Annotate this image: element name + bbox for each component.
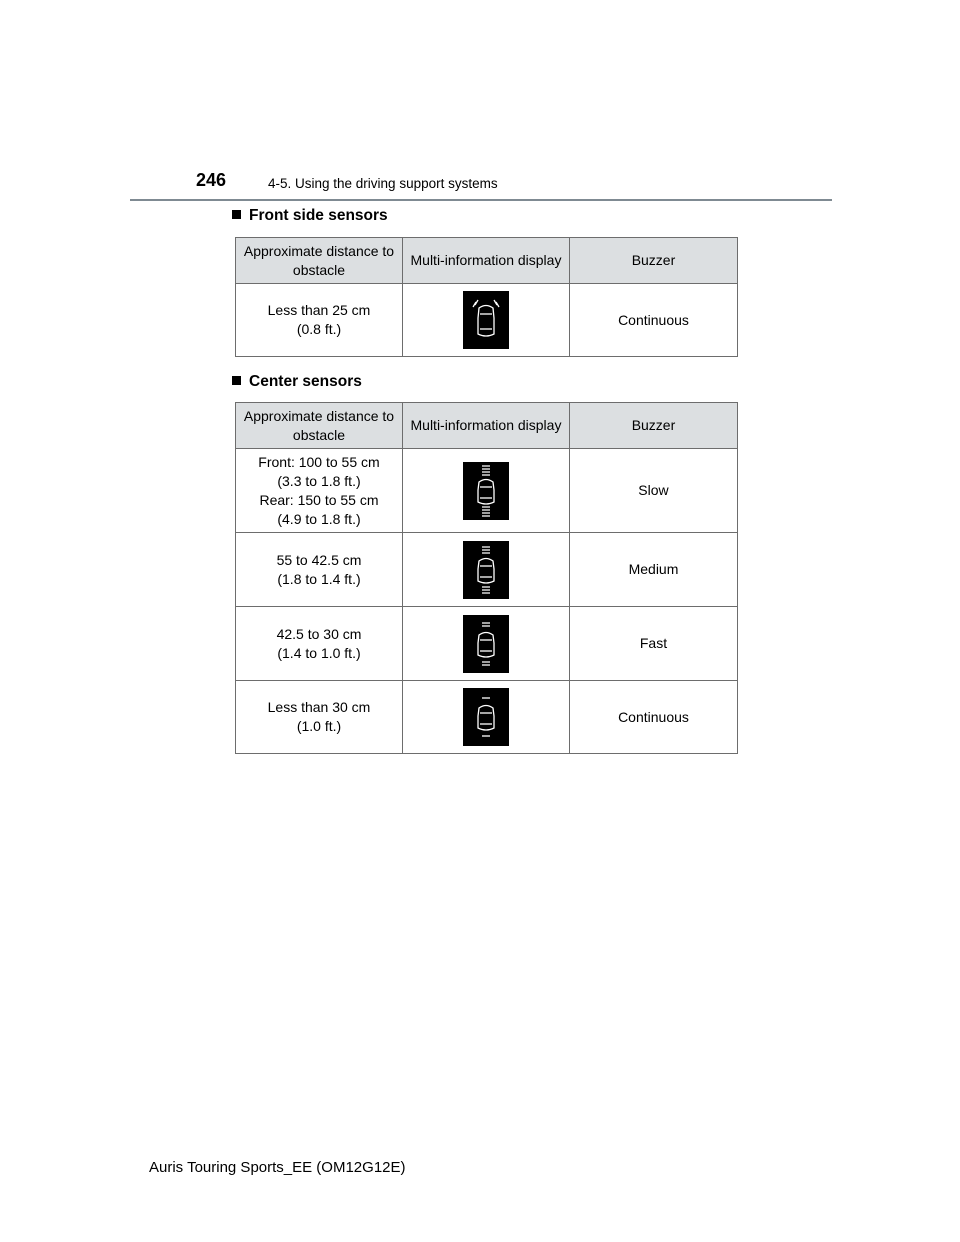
header-distance: Approximate distance to obstacle <box>236 238 403 284</box>
front-corner-sensor-icon <box>463 291 509 349</box>
display-cell <box>402 533 569 607</box>
distance-line: (1.0 ft.) <box>296 718 342 734</box>
header-display: Multi-information display <box>402 403 569 449</box>
buzzer-cell: Continuous <box>569 284 737 357</box>
distance-line: 42.5 to 30 cm <box>276 625 362 642</box>
distance-line: 55 to 42.5 cm <box>276 551 362 568</box>
center-sensor-table <box>235 402 738 754</box>
table-header-row <box>236 403 738 449</box>
table-row <box>236 533 738 607</box>
display-cell <box>402 449 569 533</box>
distance-cell <box>236 607 403 681</box>
header-buzzer: Buzzer <box>569 403 737 449</box>
page-number: 246 <box>196 170 227 190</box>
display-cell <box>402 681 569 754</box>
square-bullet-icon <box>232 376 241 385</box>
distance-cell <box>236 533 403 607</box>
header-distance: Approximate distance to obstacle <box>236 403 403 449</box>
page-header <box>130 168 832 202</box>
table-row <box>236 449 738 533</box>
center-sensor-3-bars-icon <box>463 541 509 599</box>
buzzer-cell: Continuous <box>569 681 737 754</box>
distance-line: (4.9 to 1.8 ft.) <box>277 510 361 527</box>
distance-cell <box>236 681 403 754</box>
distance-line: (0.8 ft.) <box>296 321 342 337</box>
table-header-row <box>236 238 738 284</box>
center-sensor-2-bars-icon <box>463 615 509 673</box>
section-title-front-side <box>232 207 388 225</box>
chapter-title: 4-5. Using the driving support systems <box>268 176 498 191</box>
display-cell <box>402 284 569 357</box>
distance-cell <box>236 284 403 357</box>
distance-line: (1.8 to 1.4 ft.) <box>277 570 361 587</box>
header-buzzer: Buzzer <box>569 238 737 284</box>
distance-line: Front: 100 to 55 cm <box>258 453 380 470</box>
section-title-text: Front side sensors <box>249 207 388 224</box>
distance-line: (3.3 to 1.8 ft.) <box>277 472 361 489</box>
table-row <box>236 607 738 681</box>
section-title-text: Center sensors <box>249 373 362 390</box>
header-rule <box>130 199 832 201</box>
page-footer: Auris Touring Sports_EE (OM12G12E) <box>149 1159 406 1176</box>
table-row <box>236 284 738 357</box>
buzzer-cell: Fast <box>569 607 737 681</box>
buzzer-cell: Slow <box>569 449 737 533</box>
distance-cell <box>236 449 403 533</box>
display-cell <box>402 607 569 681</box>
distance-line: Less than 30 cm <box>267 699 371 715</box>
section-title-center <box>232 373 362 391</box>
distance-line: Rear: 150 to 55 cm <box>259 491 379 508</box>
header-display: Multi-information display <box>402 238 569 284</box>
distance-line: (1.4 to 1.0 ft.) <box>277 644 361 661</box>
center-sensor-4-bars-icon <box>463 462 509 520</box>
center-sensor-1-bar-icon <box>463 688 509 746</box>
table-row <box>236 681 738 754</box>
buzzer-cell: Medium <box>569 533 737 607</box>
front-side-sensor-table <box>235 237 738 357</box>
square-bullet-icon <box>232 210 241 219</box>
distance-line: Less than 25 cm <box>267 302 371 318</box>
